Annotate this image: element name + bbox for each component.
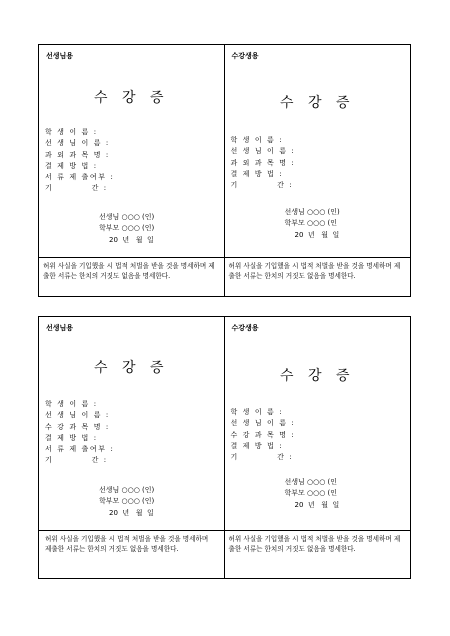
field-list — [231, 407, 296, 463]
disclaimer-note: 허위 사실을 기입했을 시 법적 처벌을 받을 것을 명세하며 제출한 서류는 한치의 거짓도 없음을 명세한다. — [225, 530, 411, 578]
teacher-copy — [39, 45, 225, 296]
date-line: 20 년 월 일 — [294, 500, 340, 509]
field-subject: 수 강 과 목 명 : — [230, 430, 296, 439]
copy-label: 수강생용 — [231, 52, 259, 60]
field-documents: 서 류 제 출여부 : — [45, 173, 115, 182]
disclaimer-note: 허위 사실을 기입했을 시 법적 처벌을 받을 것을 명세하며 제출한 서류는 한치의 거짓도 없음을 명세한다. — [39, 257, 224, 296]
date-line: 20 년 월 일 — [109, 508, 154, 517]
field-student-name: 학 생 이 름 : — [230, 408, 284, 416]
field-teacher-name: 선 생 님 이 름 : — [230, 147, 296, 156]
parent-signature: 학부모 ○○○ (인 — [284, 219, 338, 228]
teacher-signature: 선생님 ○○○ (인 — [284, 478, 338, 486]
field-student-name: 학 생 이 름 : — [230, 136, 284, 144]
field-teacher-name: 선 생 님 이 름 : — [230, 419, 296, 428]
field-documents: 서 류 제 출여부 : — [45, 445, 115, 454]
receipt-title: 수 강 증 — [94, 360, 169, 376]
disclaimer-note: 허위 사실을 기입했을 시 법적 처벌을 받을 것을 명세하며 제출한 서류는 한치의 거짓도 없음을 명세한다. — [39, 530, 224, 578]
parent-signature: 학부모 ○○○ (인 — [284, 489, 338, 498]
date-line: 20 년 월 일 — [294, 230, 340, 239]
field-payment: 결 제 방 법 : — [230, 169, 284, 178]
field-payment: 결 제 방 법 : — [230, 441, 284, 450]
field-payment: 결 제 방 법 : — [45, 433, 98, 442]
copy-label: 수강생용 — [231, 324, 259, 332]
receipt-sheet-bottom — [38, 316, 411, 579]
field-student-name: 학 생 이 름 : — [45, 128, 98, 136]
teacher-signature: 선생님 ○○○ (인) — [284, 208, 340, 216]
signature-block — [99, 485, 154, 519]
parent-signature: 학부모 ○○○ (인) — [99, 497, 155, 506]
field-teacher-name: 선 생 님 이 름 : — [45, 139, 110, 148]
signature-block — [99, 212, 154, 246]
field-teacher-name: 선 생 님 이 름 : — [45, 411, 110, 420]
field-subject: 과 외 과 목 명 : — [230, 158, 296, 167]
field-period: 기 간 : — [45, 184, 108, 193]
field-list — [45, 399, 114, 467]
receipt-title: 수 강 증 — [280, 368, 355, 384]
teacher-signature: 선생님 ○○○ (인) — [99, 486, 155, 494]
receipt-title: 수 강 증 — [280, 95, 355, 111]
student-copy — [225, 317, 411, 578]
copy-label: 선생님용 — [46, 324, 74, 332]
field-period: 기 간 : — [45, 456, 108, 465]
teacher-copy — [39, 317, 225, 578]
field-student-name: 학 생 이 름 : — [45, 400, 98, 408]
field-subject: 수 강 과 목 명 : — [45, 422, 110, 431]
student-copy — [225, 45, 411, 296]
signature-block — [285, 477, 340, 511]
teacher-signature: 선생님 ○○○ (인) — [99, 213, 155, 221]
field-payment: 결 제 방 법 : — [45, 161, 98, 170]
signature-block — [285, 207, 340, 241]
date-line: 20 년 월 일 — [109, 235, 154, 244]
receipt-title: 수 강 증 — [94, 90, 169, 106]
copy-label: 선생님용 — [46, 52, 74, 60]
field-period: 기 간 : — [230, 453, 294, 462]
field-list — [231, 135, 296, 191]
field-period: 기 간 : — [230, 181, 294, 190]
disclaimer-note: 허위 사실을 기입했을 시 법적 처벌을 받을 것을 명세하며 제출한 서류는 한치의 거짓도 없음을 명세한다. — [225, 257, 411, 296]
field-subject: 과 외 과 목 명 : — [45, 150, 110, 159]
receipt-sheet-top — [38, 44, 411, 297]
parent-signature: 학부모 ○○○ (인) — [99, 224, 155, 233]
field-list — [45, 127, 114, 195]
